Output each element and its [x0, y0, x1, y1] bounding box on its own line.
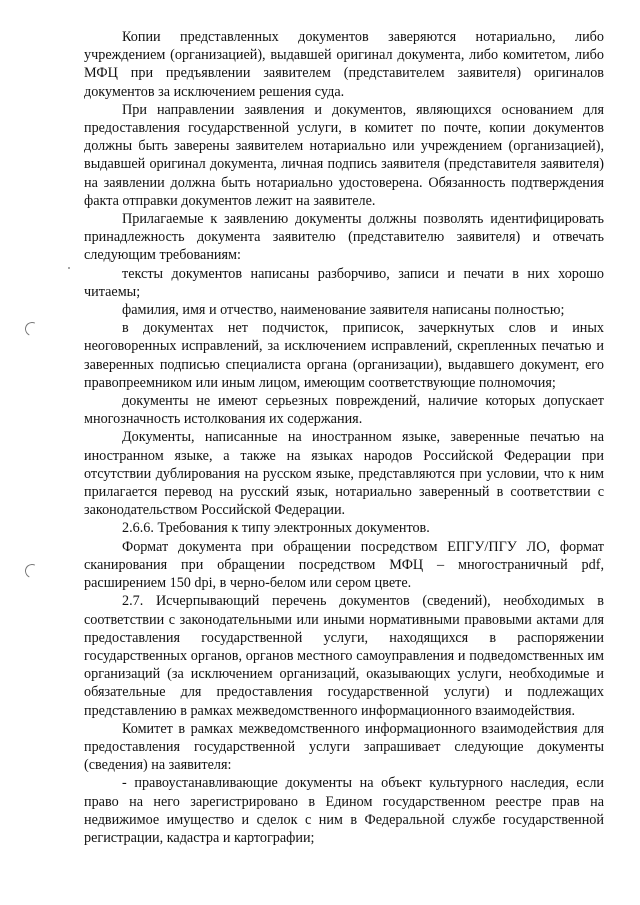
punch-hole-mark: [23, 320, 41, 338]
section-heading: 2.6.6. Требования к типу электронных документов.: [122, 520, 430, 537]
paragraph: фамилия, имя и отчество, наименование заявителя написаны полностью;: [122, 302, 565, 319]
paragraph: Комитет в рамках межведомственного информационного взаимодействия для предоставления государственной услуги запрашивает следующие документы (сведения) на заявителя:: [84, 720, 604, 774]
paragraph: документы не имеют серьезных повреждений, наличие которых допускает многозначность истолкования их содержания.: [84, 393, 604, 428]
document-body: [84, 28, 604, 847]
paragraph: - правоустанавливающие документы на объект культурного наследия, если право на него зарегистрировано в Едином государственном реестре прав на недвижимое имущество и сделок с ним в Федеральной службе государственной регистрации, кадастра и картографии;: [84, 775, 604, 846]
punch-hole-mark: [23, 562, 41, 580]
paragraph: При направлении заявления и документов, являющихся основанием для предоставления государственной услуги, в комитет по почте, копии документов должны быть заверены заявителем нотариально или учреждением (организацией), выдавшей оригинал документа, личная подпись заявителя (представителя заявителя) на заявлении должна быть нотариально удостоверена. Обязанность подтверждения факта отправки документов лежит на заявителе.: [84, 101, 604, 209]
paragraph: в документах нет подчисток, приписок, зачеркнутых слов и иных неоговоренных исправлений, за исключением исправлений, скрепленных печатью и заверенных подписью специалиста органа (организации), выдавшего документ, его правопреемником или иным лицом, имеющим соответствующие полномочия;: [84, 320, 604, 391]
paragraph: тексты документов написаны разборчиво, записи и печати в них хорошо читаемы;: [84, 265, 604, 300]
paragraph: Прилагаемые к заявлению документы должны позволять идентифицировать принадлежность документа заявителю (представителю заявителя) и отвечать следующим требованиям:: [84, 211, 604, 264]
paragraph: 2.7. Исчерпывающий перечень документов (сведений), необходимых в соответствии с законодательными или иными нормативными правовыми актами для предоставления государственной услуги, находящихся в распоряжении государственных органов, органов местного самоуправления и подведомственных им организаций (за исключением организаций, оказывающих услуги, необходимые и обязательные для предоставления государственной услуги) и подлежащих представлению в рамках межведомственного информационного взаимодействия.: [84, 593, 604, 719]
scan-speck: [68, 267, 70, 269]
paragraph: Копии представленных документов заверяются нотариально, либо учреждением (организацией), выдавшей оригинал документа, либо комитетом, либо МФЦ при предъявлении заявителем (представителем заявителя) оригиналов документов за исключением решения суда.: [84, 29, 604, 100]
paragraph: Формат документа при обращении посредством ЕПГУ/ПГУ ЛО, формат сканирования при обращении посредством МФЦ – многостраничный pdf, расширением 150 dpi, в черно-белом или сером цвете.: [84, 538, 604, 592]
paragraph: Документы, написанные на иностранном языке, заверенные печатью на иностранном языке, а также на языках народов Российской Федерации при отсутствии дублирования на русском языке, представляются при условии, что к ним прилагается перевод на русский язык, нотариально заверенный в соответствии с законодательством Российской Федерации.: [84, 429, 604, 519]
